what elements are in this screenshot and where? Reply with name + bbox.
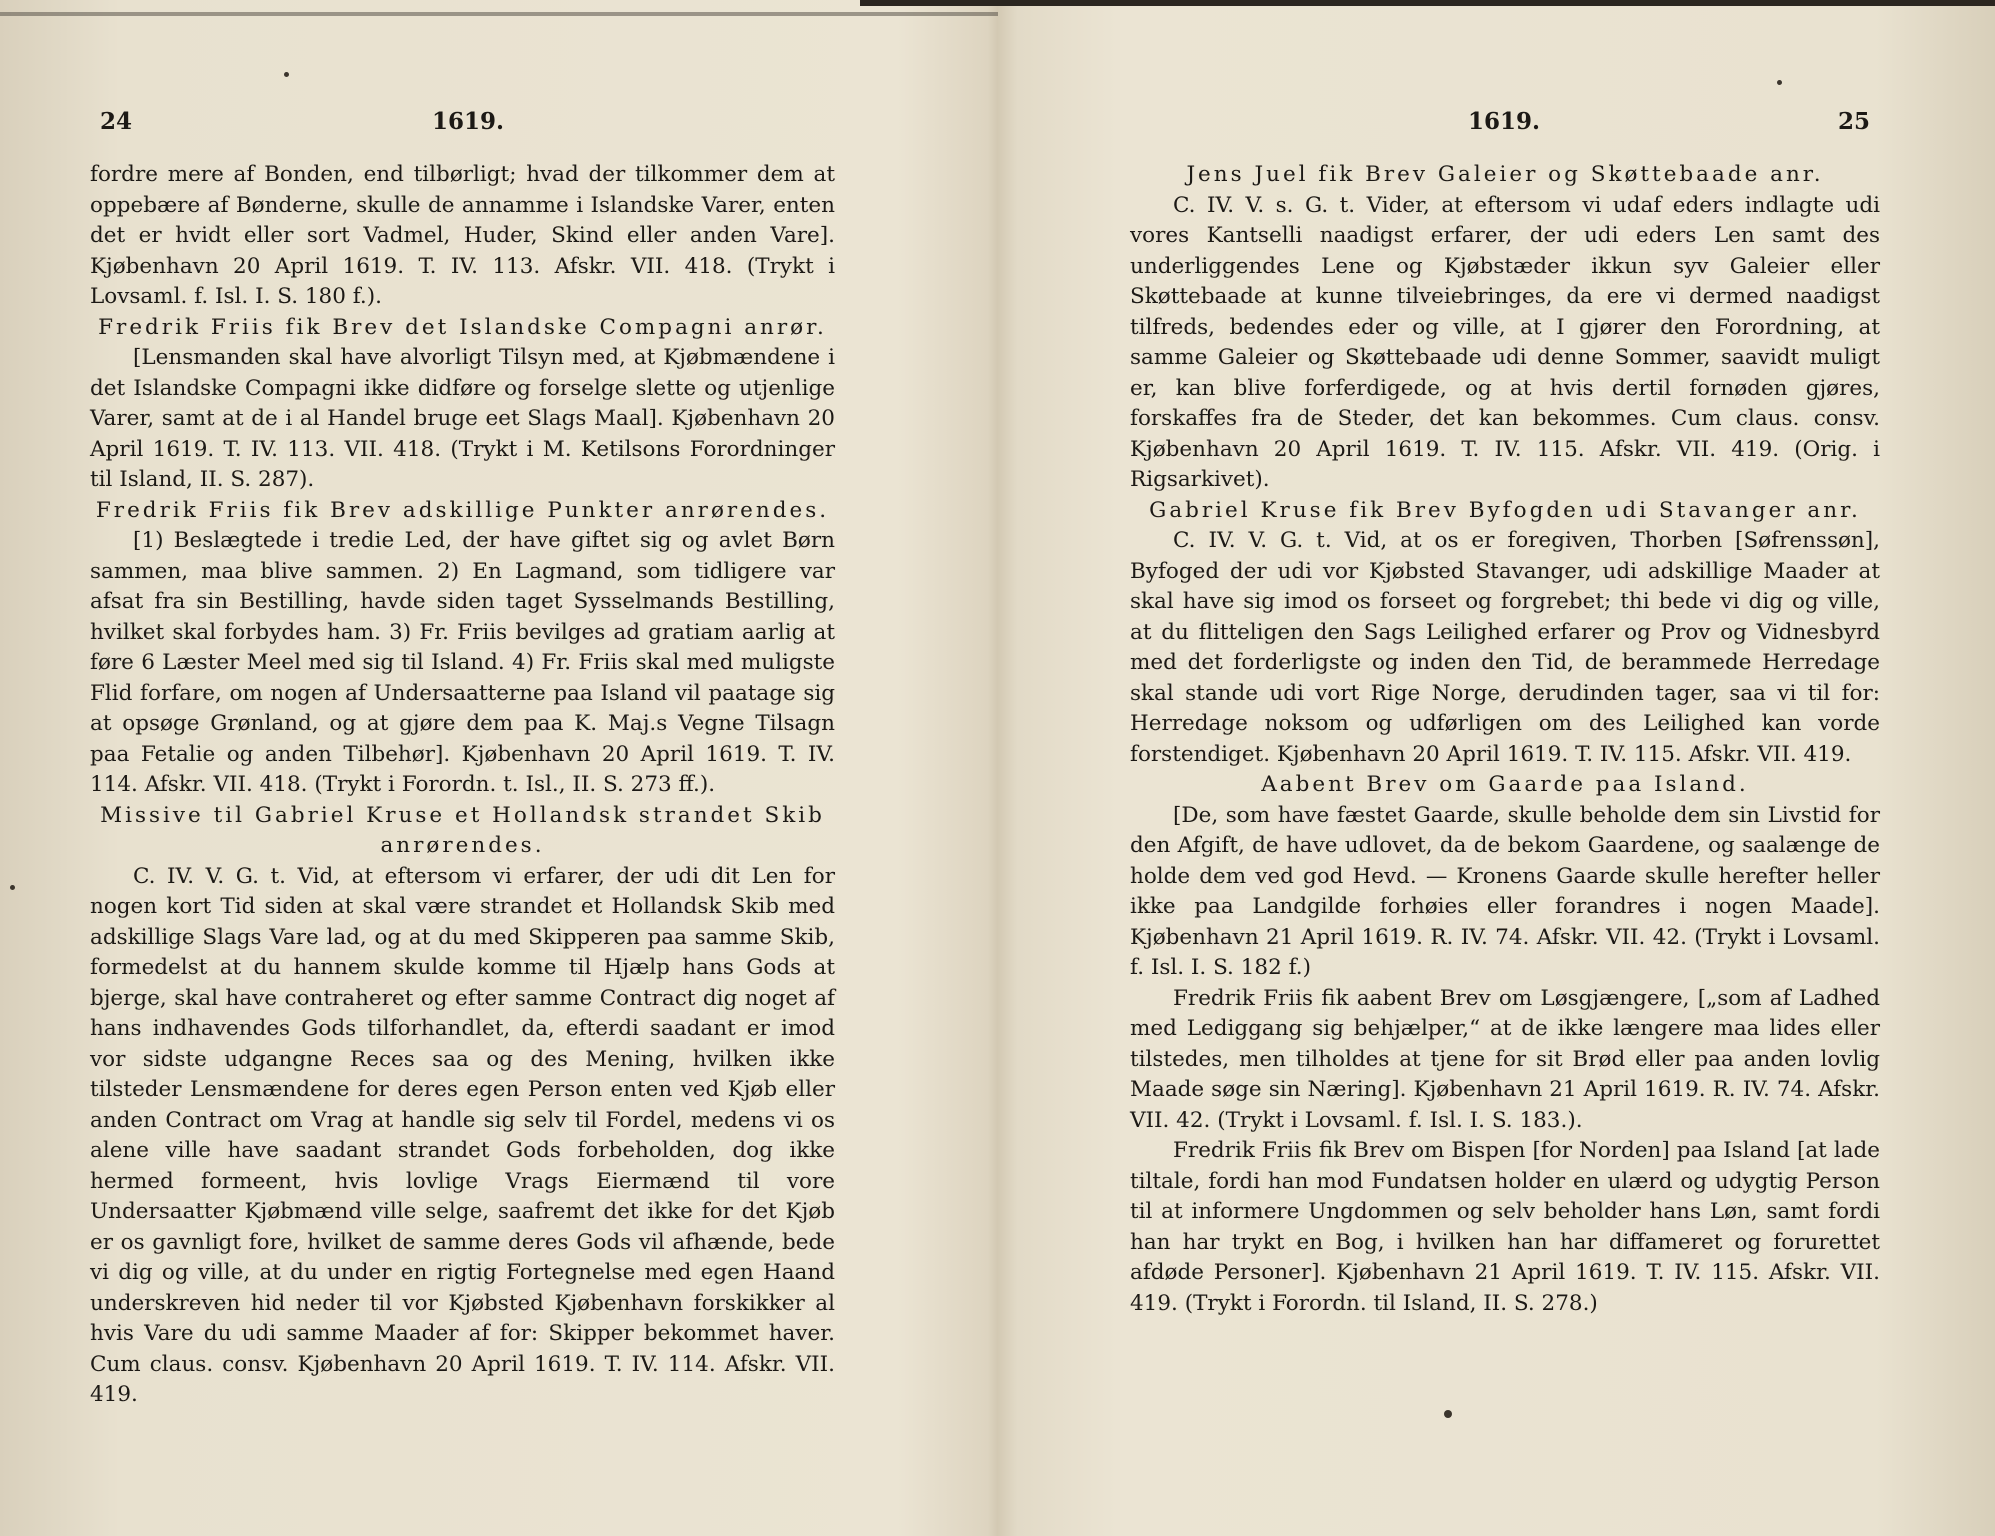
section-heading: Fredrik Friis fik Brev det Islandske Compagni anrør. xyxy=(98,314,827,340)
paragraph: [1) Beslægtede i tredie Led, der have giftet sig og avlet Børn sammen, maa blive sammen. 2) En Lagmand, som tidligere var afsat fra sin Bestilling, havde siden taget Sysselmands Bestilling, hvilket skal forbydes ham. 3) Fr. Friis bevilges ad gratiam aarlig at føre 6 Læster Meel med sig til Island. 4) Fr. Friis skal med muligste Flid forfare, om nogen af Undersaatterne paa Island vil paatage sig at opsøge Grønland, og at gjøre dem paa K. Maj.s Vegne Tilsagn paa Fetalie og anden Tilbehør]. Kjøbenhavn 20 April 1619. T. IV. 114. Afskr. VII. 418. (Trykt i Forordn. t. Isl., II. S. 273 ff.). xyxy=(90,528,835,797)
left-page xyxy=(90,0,835,1536)
paragraph: C. IV. V. G. t. Vid, at eftersom vi erfarer, der udi dit Len for nogen kort Tid siden at skal være strandet et Hollandsk Skib med adskillige Slags Vare lad, og at du med Skipperen paa samme Skib, formedelst at du hannem skulde komme til Hjælp hans Gods at bjerge, skal have contraheret og efter samme Contract dig noget af hans indhavendes Gods tilforhandlet, da, efterdi saadant er imod vor sidste udgangne Reces saa og des Mening, hvilken ikke tilsteder Lensmændene for deres egen Person enten ved Kjøb eller anden Contract om Vrag at handle sig selv til Fordel, medens vi os alene ville have saadant strandet Gods forbeholden, dog ikke hermed formeent, hvis lovlige Vrags Eiermænd til vore Undersaatter Kjøbmænd ville selge, saafremt det ikke for det Kjøb er os gavnligt fore, hvilket de samme deres Gods vil afhænde, bede vi dig og ville, at du under en rigtig Fortegnelse med egen Haand underskreven hid neder til vor Kjøbsted Kjøbenhavn forskikker al hvis Vare du udi samme Maader af for: Skipper bekommet haver. Cum claus. consv. Kjøbenhavn 20 April 1619. T. IV. 114. Afskr. VII. 419. xyxy=(90,863,835,1407)
right-page xyxy=(1130,0,1880,1536)
left-page-header xyxy=(90,108,835,140)
page-number: 25 xyxy=(1837,108,1870,135)
section-heading: Fredrik Friis fik Brev adskillige Punkter anrørendes. xyxy=(95,497,830,523)
paragraph: [De, som have fæstet Gaarde, skulle beholde dem sin Livstid for den Afgift, de have udlovet, da de bekom Gaardene, og saalænge de holde dem ved god Hevd. — Kronens Gaarde skulle herefter heller ikke paa Landgilde forhøies eller forandres i nogen Maade]. Kjøbenhavn 21 April 1619. R. IV. 74. Afskr. VII. 42. (Trykt i Lovsaml. f. Isl. I. S. 182 f.) xyxy=(1130,802,1880,980)
paragraph: C. IV. V. G. t. Vid, at os er foregiven, Thorben [Søfrenssøn], Byfoged der udi vor Kjøbsted Stavanger, udi adskillige Maader at skal have sig imod os forseet og forgrebet; thi bede vi dig og ville, at du flitteligen den Sags Leilighed erfarer og Prov og Vidnesbyrd med det forderligste og inden den Tid, de berammede Herredage skal stande udi vort Rige Norge, derudinden tager, saa vi til for: Herredage noksom og udførligen om des Leilighed kan vorde forstendiget. Kjøbenhavn 20 April 1619. T. IV. 115. Afskr. VII. 419. xyxy=(1130,528,1880,767)
running-head-year: 1619. xyxy=(1468,108,1541,135)
paper-speck xyxy=(1777,80,1782,85)
paragraph: C. IV. V. s. G. t. Vider, at eftersom vi udaf eders indlagte udi vores Kantselli naadigst erfarer, der udi eders Len samt des underliggendes Lene og Kjøbstæder ikkun syv Galeier eller Skøttebaade at kunne tilveiebringes, da ere vi dermed naadigst tilfreds, bedendes eder og ville, at I gjører den Forordning, at samme Galeier og Skøttebaade udi denne Sommer, saavidt muligt er, kan blive forferdigede, og at hvis dertil fornøden gjøres, forskaffes fra de Steder, det kan bekommes. Cum claus. consv. Kjøbenhavn 20 April 1619. T. IV. 115. Afskr. VII. 419. (Orig. i Rigsarkivet). xyxy=(1130,192,1880,492)
paragraph: [Lensmanden skal have alvorligt Tilsyn med, at Kjøbmændene i det Islandske Compagni ikke didføre og forselge slette og utjenlige Varer, samt at de i al Handel bruge eet Slags Maal]. Kjøbenhavn 20 April 1619. T. IV. 113. VII. 418. (Trykt i M. Ketilsons Forordninger til Island, II. S. 287). xyxy=(90,345,835,492)
paragraph: Fredrik Friis fik aabent Brev om Løsgjængere, [„som af Ladhed med Lediggang sig behjælper,“ at de ikke længere maa lides eller tilstedes, men tilholdes at tjene for sit Brød eller paa anden lovlig Maade søge sin Næring]. Kjøbenhavn 21 April 1619. R. IV. 74. Afskr. VII. 42. (Trykt i Lovsaml. f. Isl. I. S. 183.). xyxy=(1130,985,1880,1133)
section-heading: Missive til Gabriel Kruse et Hollandsk strandet Skib anrørendes. xyxy=(100,802,825,858)
paragraph: Fredrik Friis fik Brev om Bispen [for Norden] paa Island [at lade tiltale, fordi han mod Fundatsen holder en ulærd og udygtig Person til at informere Ungdommen og selv beholder hans Løn, samt fordi han har trykt en Bog, i hvilken han har diffameret og forurettet afdøde Personer]. Kjøbenhavn 21 April 1619. T. IV. 115. Afskr. VII. 419. (Trykt i Forordn. til Island, II. S. 278.) xyxy=(1130,1138,1880,1316)
section-heading: Jens Juel fik Brev Galeier og Skøttebaade anr. xyxy=(1186,162,1824,187)
section-heading: Aabent Brev om Gaarde paa Island. xyxy=(1261,772,1749,797)
section-heading: Gabriel Kruse fik Brev Byfogden udi Stavanger anr. xyxy=(1149,497,1861,523)
right-page-body xyxy=(1130,160,1880,1319)
page-number: 24 xyxy=(100,108,133,135)
left-page-body xyxy=(90,160,835,1411)
paragraph: fordre mere af Bonden, end tilbørligt; hvad der tilkommer dem at oppebære af Bønderne, skulle de annamme i Islandske Varer, enten det er hvidt eller sort Vadmel, Huder, Skind eller anden Vare]. Kjøbenhavn 20 April 1619. T. IV. 113. Afskr. VII. 418. (Trykt i Lovsaml. f. Isl. I. S. 180 f.). xyxy=(90,162,835,309)
paper-speck xyxy=(10,885,15,890)
right-page-header xyxy=(1130,108,1880,140)
paper-speck xyxy=(1444,1410,1452,1418)
running-head-year: 1619. xyxy=(432,108,505,135)
paper-speck xyxy=(284,72,289,77)
